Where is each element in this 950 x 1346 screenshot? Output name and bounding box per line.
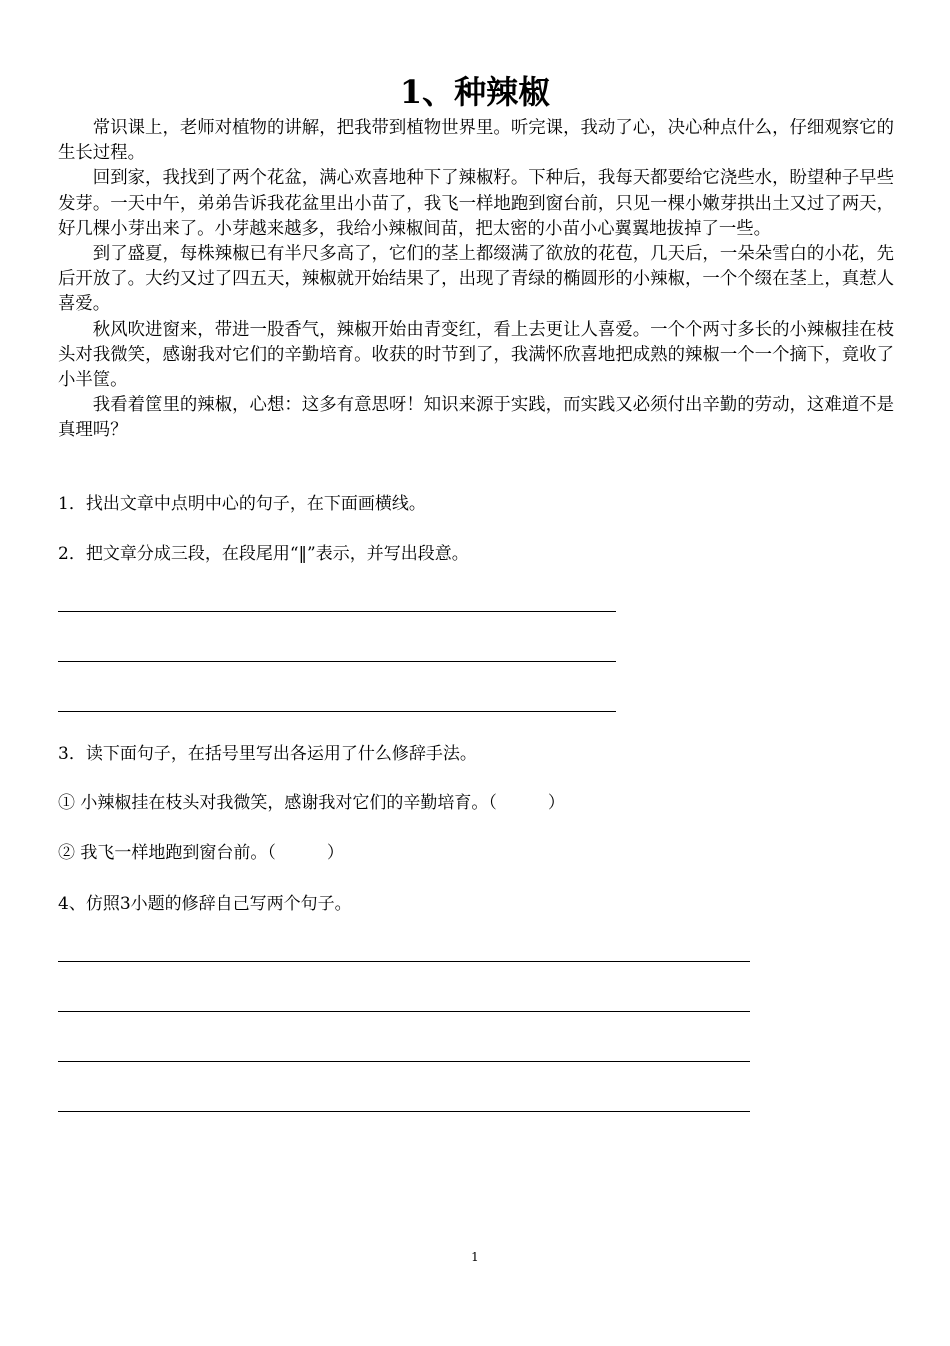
answer-line[interactable]: [58, 661, 616, 662]
passage-paragraph: 常识课上，老师对植物的讲解，把我带到植物世界里。听完课，我动了心，决心种点什么，仔细观察它的生长过程。: [58, 118, 894, 164]
question-3: 3．读下面句子，在括号里写出各运用了什么修辞手法。: [58, 744, 477, 764]
question-1: 1．找出文章中点明中心的句子，在下面画横线。: [58, 494, 426, 514]
answer-line[interactable]: [58, 611, 616, 612]
passage-paragraph: 我看着筐里的辣椒，心想：这多有意思呀！知识来源于实践，而实践又必须付出辛勤的劳动，这难道不是真理吗？: [58, 395, 894, 441]
passage-paragraph: 到了盛夏，每株辣椒已有半尺多高了，它们的茎上都缀满了欲放的花苞，几天后，一朵朵雪白的小花，先后开放了。大约又过了四五天，辣椒就开始结果了，出现了青绿的椭圆形的小辣椒，一个个缀在茎上，真惹人喜爱。: [58, 244, 894, 315]
passage-paragraph: 秋风吹进窗来，带进一股香气，辣椒开始由青变红，看上去更让人喜爱。一个个两寸多长的小辣椒挂在枝头对我微笑，感谢我对它们的辛勤培育。收获的时节到了，我满怀欣喜地把成熟的辣椒一个一个摘下，竟收了小半筐。: [58, 319, 894, 391]
passage-paragraph: 回到家，我找到了两个花盆，满心欢喜地种下了辣椒籽。下种后，我每天都要给它浇些水，盼望种子早些发芽。一天中午，弟弟告诉我花盆里出小苗了，我飞一样地跑到窗台前，只见一棵小嫩芽拱出土又过了两天，好几棵小芽出来了。小芽越来越多，我给小辣椒间苗，把太密的小苗小心翼翼地拔掉了一些。: [58, 168, 894, 239]
question-3-item-2: ② 我飞一样地跑到窗台前。（ ）: [58, 843, 344, 863]
answer-line[interactable]: [58, 711, 616, 712]
question-3-item-1: ① 小辣椒挂在枝头对我微笑，感谢我对它们的辛勤培育。（ ）: [58, 793, 565, 813]
answer-line[interactable]: [58, 1111, 750, 1112]
answer-line[interactable]: [58, 961, 750, 962]
page-number: 1: [471, 1250, 479, 1264]
question-2: 2．把文章分成三段，在段尾用“‖”表示，并写出段意。: [58, 544, 469, 564]
page-title: 1、种辣椒: [399, 73, 551, 111]
question-4: 4、仿照3小题的修辞自己写两个句子。: [58, 894, 352, 914]
reading-passage: [58, 116, 894, 444]
answer-line[interactable]: [58, 1061, 750, 1062]
answer-line[interactable]: [58, 1011, 750, 1012]
